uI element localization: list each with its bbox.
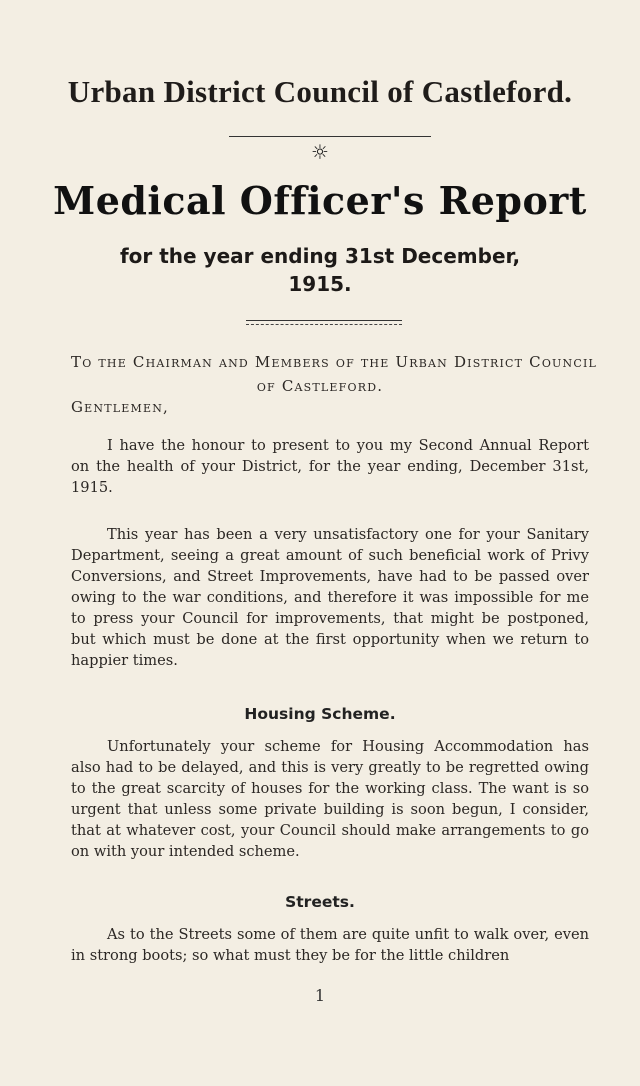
paragraph-housing: Unfortunately your scheme for Housing Accommodation has also had to be delayed, and this is very greatly to be regretted owing to the great scarcity of houses for the working class. The want is so urgent that unless some private building is soon begun, I consider, that at whatever cost, your Council should make arrangements to go on with your intended scheme.: [71, 738, 589, 860]
paragraph-year-summary: This year has been a very unsatisfactory one for your Sanitary Department, seeing a great amount of such beneficial work of Privy Conversions, and Street Improvements, have had to be passed over owing to the war conditions, and therefore it was impossible for me to press your Council for improvements, that might be postponed, but which must be done at the first opportunity when we return to happier times.: [71, 526, 589, 669]
report-subtitle: [0, 242, 640, 298]
report-title: Medical Officer's Report: [53, 178, 587, 223]
top-rule: [229, 136, 431, 137]
heading-housing-scheme: Housing Scheme.: [244, 705, 396, 723]
paragraph-streets: As to the Streets some of them are quite unfit to walk over, even in strong boots; so what must they be for the little children: [71, 926, 589, 964]
double-rule-top: [246, 320, 402, 321]
double-rule-bottom: [246, 324, 402, 325]
page-number: 1: [314, 986, 326, 1005]
subtitle-year: 1915.: [288, 272, 352, 296]
council-heading: Urban District Council of Castleford.: [67, 74, 573, 109]
paragraph-intro: I have the honour to present to you my Second Annual Report on the health of your District, for the year ending, December 31st, 1915.: [71, 437, 589, 496]
sun-ornament-icon: ☼: [311, 140, 329, 164]
address-line-1: To the Chairman and Members of the Urban District Council: [71, 353, 598, 371]
heading-streets: Streets.: [285, 893, 355, 911]
address-line-2: of Castleford.: [256, 377, 384, 395]
subtitle-line-1: for the year ending 31st December,: [119, 244, 521, 268]
salutation: Gentlemen,: [71, 398, 169, 416]
